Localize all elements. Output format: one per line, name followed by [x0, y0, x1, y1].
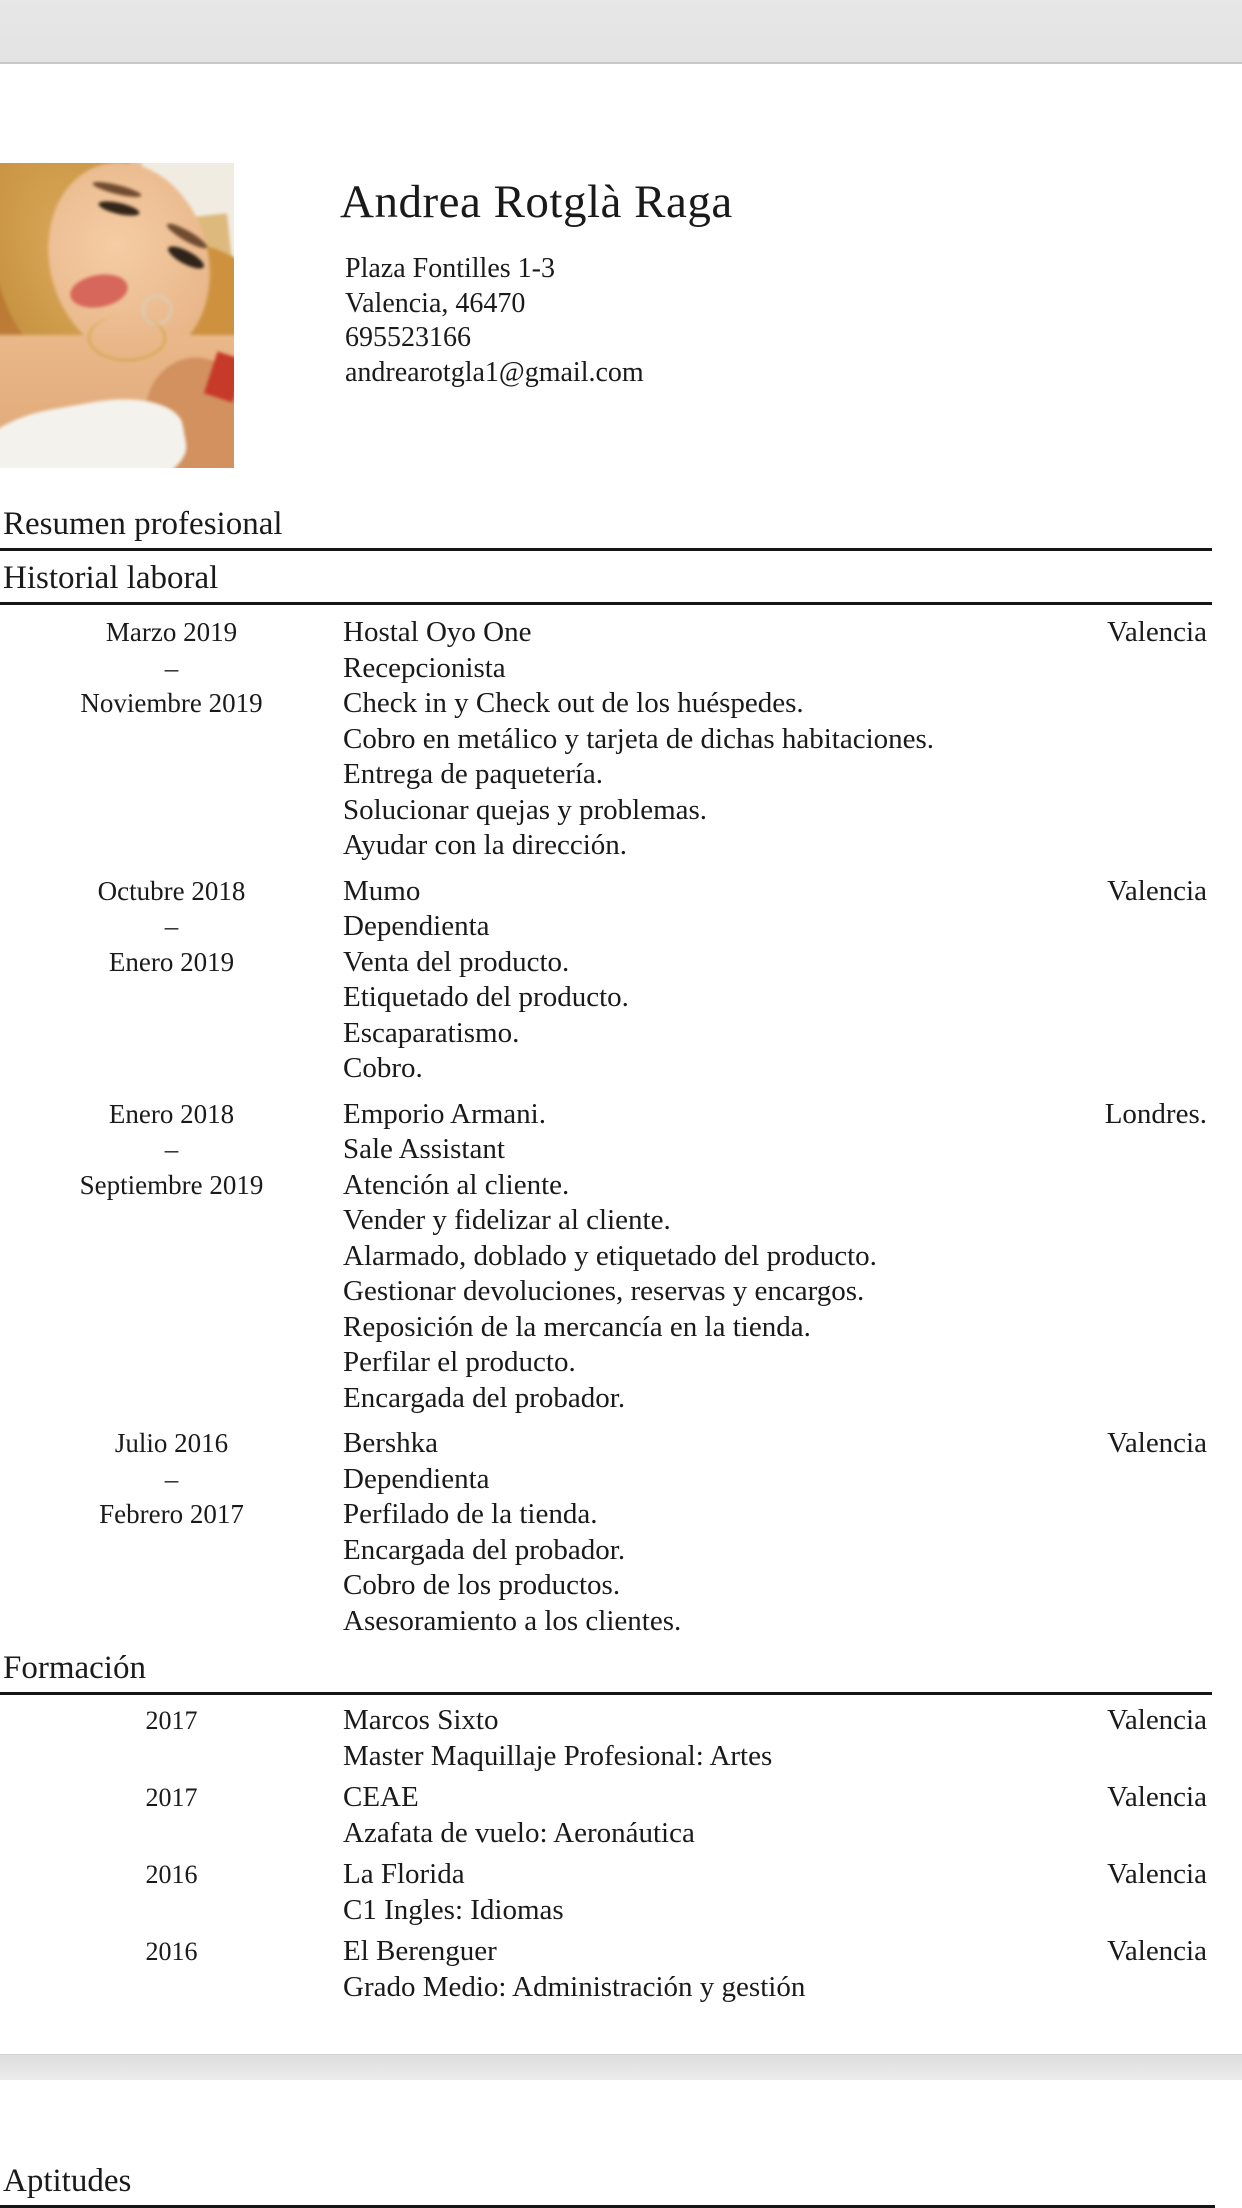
education-details [343, 1780, 992, 1851]
education-details [343, 1857, 992, 1928]
job-date-end: Noviembre 2019 [80, 688, 263, 718]
education-location: Valencia [1107, 1781, 1207, 1813]
job-role: Dependienta [343, 910, 490, 942]
job-company: Mumo [343, 874, 421, 907]
education-entry [0, 1703, 1212, 1774]
job-date-start: Marzo 2019 [105, 617, 238, 647]
section-title-summary: Resumen profesional [0, 505, 1212, 551]
job-location: Londres. [1104, 1097, 1207, 1130]
job-dates [0, 1426, 343, 1639]
contact-block [345, 252, 644, 390]
section-title-skills: Aptitudes [0, 2162, 1215, 2208]
profile-photo [0, 163, 234, 468]
job-date-separator: – [164, 1134, 179, 1164]
job-duty: Encargada del probador. [343, 1533, 626, 1566]
work-history-list [0, 615, 1212, 1639]
profile-photo-art [0, 163, 234, 468]
job-date-start: Enero 2018 [108, 1098, 235, 1129]
job-entry [0, 874, 1212, 1087]
education-entry [0, 1780, 1212, 1851]
job-duty: Check in y Check out de los huéspedes. [343, 687, 804, 719]
section-title-work: Historial laboral [0, 559, 1212, 605]
education-degree: C1 Ingles: Idiomas [343, 1893, 564, 1926]
education-year: 2017 [145, 1706, 198, 1735]
education-location: Valencia [1107, 1935, 1207, 1967]
job-date-start: Julio 2016 [114, 1428, 229, 1458]
job-date-start: Octubre 2018 [97, 875, 246, 906]
job-date-separator: – [164, 652, 179, 683]
education-school: La Florida [343, 1858, 465, 1890]
person-name: Andrea Rotglà Raga [340, 176, 733, 228]
job-duty: Encargada del probador. [343, 1381, 626, 1414]
education-degree: Grado Medio: Administración y gestión [343, 1970, 806, 2003]
job-company: Hostal Oyo One [343, 616, 532, 648]
education-degree: Master Maquillaje Profesional: Artes [343, 1739, 773, 1772]
education-school: El Berenguer [343, 1935, 497, 1967]
education-location: Valencia [1107, 1704, 1207, 1736]
contact-address-line2: Valencia, 46470 [345, 287, 526, 319]
job-duty: Venta del producto. [343, 945, 570, 978]
job-duty: Atención al cliente. [343, 1168, 570, 1201]
education-school: Marcos Sixto [343, 1704, 499, 1736]
education-year: 2017 [145, 1783, 198, 1812]
job-duty: Asesoramiento a los clientes. [343, 1604, 682, 1637]
education-entry [0, 1934, 1212, 2005]
job-date-separator: – [164, 911, 179, 941]
job-duty: Alarmado, doblado y etiquetado del producto. [343, 1239, 877, 1272]
page-separator [0, 2054, 1242, 2080]
education-school: CEAE [343, 1781, 419, 1813]
section-title-education: Formación [0, 1649, 1212, 1695]
job-duty: Entrega de paquetería. [343, 758, 604, 790]
job-duty: Cobro. [343, 1052, 423, 1084]
education-degree: Azafata de vuelo: Aeronáutica [343, 1816, 695, 1849]
job-duty: Escaparatismo. [343, 1016, 520, 1049]
job-details [343, 874, 992, 1087]
job-date-end: Enero 2019 [108, 946, 235, 977]
job-date-separator: – [164, 1463, 179, 1494]
education-details [343, 1703, 992, 1774]
job-date-end: Septiembre 2019 [79, 1169, 264, 1200]
job-company: Bershka [343, 1427, 439, 1459]
job-dates [0, 1097, 343, 1417]
education-list [0, 1703, 1212, 2005]
job-details [343, 615, 992, 864]
photo-necklace [88, 315, 166, 361]
job-details [343, 1426, 992, 1639]
job-duty: Ayudar con la dirección. [343, 829, 627, 861]
job-duty: Perfilar el producto. [343, 1346, 576, 1378]
viewer-top-bar [0, 0, 1242, 64]
job-entry [0, 615, 1212, 864]
education-year: 2016 [145, 1860, 198, 1889]
job-location: Valencia [1107, 874, 1207, 907]
job-details [343, 1097, 992, 1417]
contact-address-line1: Plaza Fontilles 1-3 [345, 253, 555, 284]
job-duty: Gestionar devoluciones, reservas y encargos. [343, 1275, 865, 1307]
contact-email: andrearotgla1@gmail.com [345, 356, 644, 388]
job-role: Recepcionista [343, 651, 506, 684]
job-duty: Solucionar quejas y problemas. [343, 793, 708, 826]
job-location: Valencia [1107, 616, 1207, 648]
job-dates [0, 874, 343, 1087]
education-entry [0, 1857, 1212, 1928]
job-dates [0, 615, 343, 864]
job-entry [0, 1097, 1212, 1417]
job-role: Sale Assistant [343, 1133, 505, 1165]
contact-phone: 695523166 [345, 322, 471, 353]
education-year: 2016 [145, 1937, 198, 1966]
job-duty: Perfilado de la tienda. [343, 1498, 598, 1530]
education-details [343, 1934, 992, 2005]
job-duty: Vender y fidelizar al cliente. [343, 1204, 671, 1236]
job-location: Valencia [1107, 1427, 1207, 1459]
job-duty: Etiquetado del producto. [343, 981, 629, 1013]
job-date-end: Febrero 2017 [99, 1499, 244, 1529]
job-entry [0, 1426, 1212, 1639]
job-role: Dependienta [343, 1462, 490, 1495]
resume-body [0, 505, 1242, 2011]
job-duty: Cobro en metálico y tarjeta de dichas habitaciones. [343, 722, 935, 755]
education-location: Valencia [1107, 1858, 1207, 1890]
job-duty: Reposición de la mercancía en la tienda. [343, 1310, 811, 1343]
job-company: Emporio Armani. [343, 1097, 546, 1130]
job-duty: Cobro de los productos. [343, 1569, 621, 1601]
